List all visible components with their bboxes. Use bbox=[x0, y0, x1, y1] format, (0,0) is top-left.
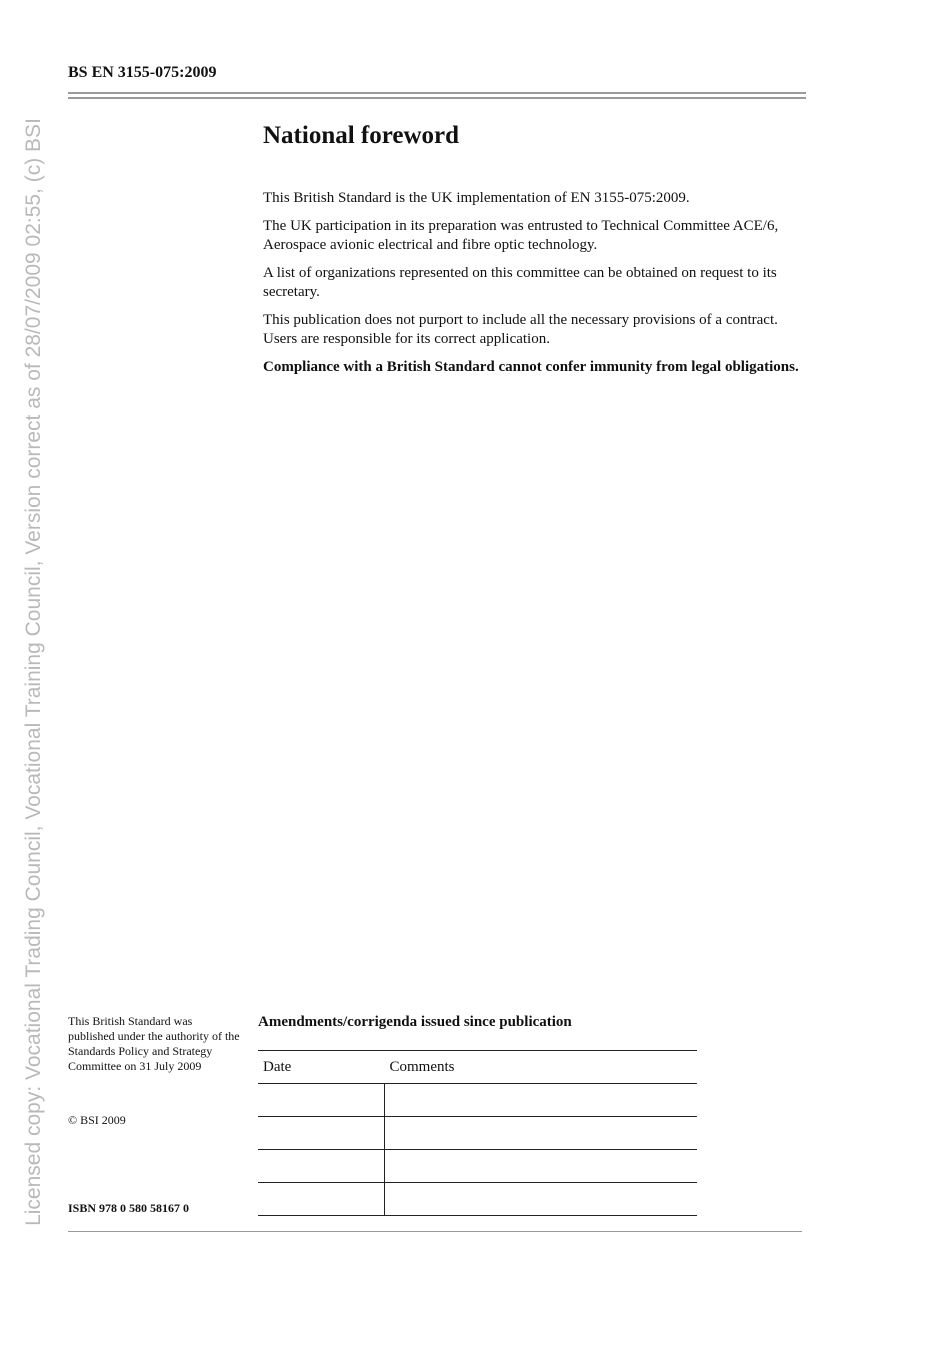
column-header-date: Date bbox=[258, 1051, 385, 1084]
footer-rule bbox=[68, 1231, 802, 1232]
amendments-table bbox=[258, 1050, 697, 1216]
amendments-heading: Amendments/corrigenda issued since publication bbox=[258, 1014, 572, 1030]
paragraph-implementation: This British Standard is the UK implementation of EN 3155-075:2009. bbox=[263, 190, 690, 206]
date-cell bbox=[258, 1117, 385, 1150]
comments-cell bbox=[385, 1084, 698, 1117]
date-cell bbox=[258, 1084, 385, 1117]
paragraph-committee: The UK participation in its preparation was entrusted to Technical Committee ACE/6, Aerospace avionic electrical and fibre optic technology. bbox=[263, 218, 779, 253]
table-row bbox=[258, 1084, 697, 1117]
table-row bbox=[258, 1117, 697, 1150]
publication-info: This British Standard was published under the authority of the Standards Policy and Strategy Committee on 31 July 2009 bbox=[68, 1014, 240, 1073]
paragraph-provisions: This publication does not purport to include all the necessary provisions of a contract. Users are responsible for its correct application. bbox=[263, 312, 778, 347]
page-title: National foreword bbox=[263, 122, 460, 149]
document-code: BS EN 3155-075:2009 bbox=[68, 64, 217, 81]
table-header-row bbox=[258, 1051, 697, 1084]
column-header-comments: Comments bbox=[385, 1051, 698, 1084]
date-cell bbox=[258, 1183, 385, 1216]
foreword-body bbox=[263, 189, 803, 386]
paragraph-compliance: Compliance with a British Standard cannot confer immunity from legal obligations. bbox=[263, 359, 799, 375]
license-watermark bbox=[0, 0, 60, 1345]
comments-cell bbox=[385, 1150, 698, 1183]
copyright-notice: © BSI 2009 bbox=[68, 1113, 126, 1127]
isbn: ISBN 978 0 580 58167 0 bbox=[68, 1201, 190, 1215]
header-rule-lower bbox=[68, 97, 806, 99]
comments-cell bbox=[385, 1183, 698, 1216]
table-row bbox=[258, 1150, 697, 1183]
watermark-text: Licensed copy: Vocational Trading Council, Vocational Training Council, Version correct as of 28/07/2009 02:55, (c) BSI bbox=[22, 118, 45, 1226]
date-cell bbox=[258, 1150, 385, 1183]
header-rule-upper bbox=[68, 92, 806, 94]
table-row bbox=[258, 1183, 697, 1216]
comments-cell bbox=[385, 1117, 698, 1150]
paragraph-organizations: A list of organizations represented on this committee can be obtained on request to its secretary. bbox=[263, 265, 777, 300]
